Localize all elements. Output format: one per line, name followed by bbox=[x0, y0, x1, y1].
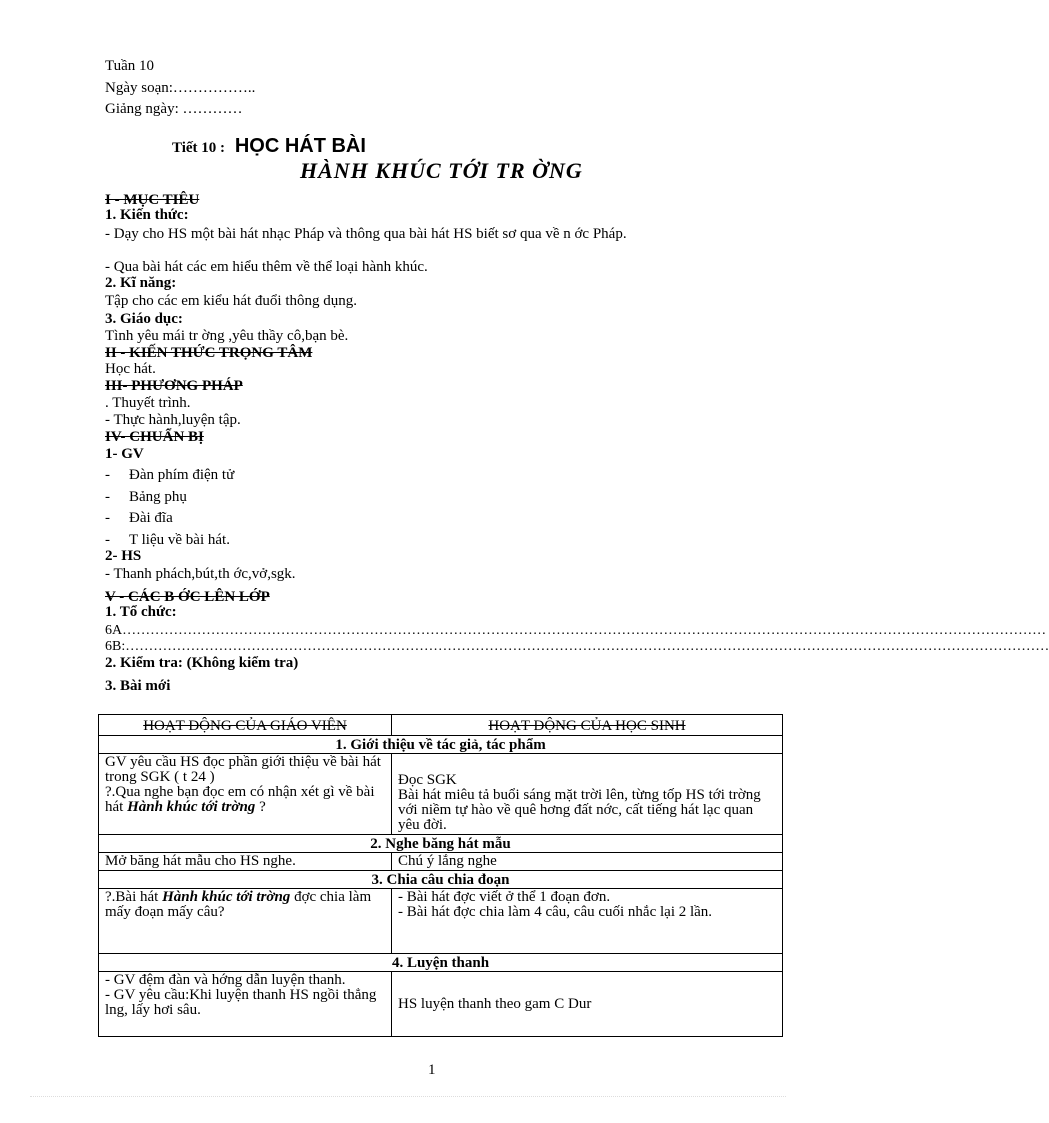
lesson-number: Tiết 10 : bbox=[172, 140, 226, 156]
section-1-student-text-1: Đọc SGK bbox=[398, 772, 457, 788]
new-lesson-heading: 3. Bài mới bbox=[105, 678, 171, 694]
section-2-title: 2. Nghe băng hát mẫu bbox=[99, 835, 783, 853]
section-4-teacher bbox=[99, 972, 392, 1037]
knowledge-item-1: - Dạy cho HS một bài hát nhạc Pháp và thông qua bài hát HS biết sơ qua về n ớc Pháp. bbox=[105, 226, 627, 242]
section-3-student-text-1: - Bài hát đợc viết ở thể 1 đoạn đơn. bbox=[398, 889, 611, 905]
gv-item-4: - T liệu về bài hát. bbox=[105, 532, 230, 548]
focus-item: Học hát. bbox=[105, 361, 156, 377]
methods-item-2: - Thực hành,luyện tập. bbox=[105, 412, 241, 428]
prep-date: Ngày soạn:…………….. bbox=[105, 80, 256, 96]
preparation-heading: IV- CHUẨN BỊ bbox=[105, 429, 204, 445]
table-row bbox=[99, 853, 783, 871]
section-row bbox=[99, 871, 783, 889]
section-1-teacher-text-1: GV yêu cầu HS đọc phần giới thiệu về bài hát trong SGK ( t 24 ) bbox=[105, 754, 381, 785]
gv-heading: 1- GV bbox=[105, 446, 144, 462]
section-2-teacher: Mở băng hát mẫu cho HS nghe. bbox=[99, 853, 392, 871]
knowledge-item-2: - Qua bài hát các em hiểu thêm về thể loại hành khúc. bbox=[105, 259, 428, 275]
header-student: HOẠT ĐỘNG CỦA HỌC SINH bbox=[392, 715, 783, 736]
organization-heading: 1. Tổ chức: bbox=[105, 604, 177, 620]
section-3-title: 3. Chia câu chia đoạn bbox=[99, 871, 783, 889]
section-3-teacher: ?.Bài hát Hành khúc tới trờng đợc chia làm mấy đoạn mấy câu? bbox=[99, 889, 392, 954]
attitude-item: Tình yêu mái tr ờng ,yêu thầy cô,bạn bè. bbox=[105, 328, 349, 344]
section-3-student bbox=[392, 889, 783, 954]
methods-item-1: . Thuyết trình. bbox=[105, 395, 191, 411]
section-4-student: HS luyện thanh theo gam C Dur bbox=[392, 972, 783, 1037]
table-header-row bbox=[99, 715, 783, 736]
song-title: HÀNH KHÚC TỚI TR ỜNG bbox=[300, 158, 583, 183]
header-teacher: HOẠT ĐỘNG CỦA GIÁO VIÊN bbox=[99, 715, 392, 736]
objectives-heading: I - MỤC TIÊU bbox=[105, 192, 200, 208]
lesson-main-title: HỌC HÁT BÀI bbox=[234, 135, 366, 157]
skill-heading: 2. Kĩ năng: bbox=[105, 275, 177, 291]
section-2-student: Chú ý lắng nghe bbox=[392, 853, 783, 871]
section-row bbox=[99, 736, 783, 754]
procedure-heading: V - CÁC B ỚC LÊN LỚP bbox=[105, 589, 270, 605]
page-bottom-divider bbox=[30, 1096, 786, 1097]
teach-date: Giảng ngày: ………… bbox=[105, 101, 243, 117]
table-row bbox=[99, 754, 783, 835]
lesson-title bbox=[172, 135, 366, 158]
page-number: 1 bbox=[428, 1062, 436, 1078]
activity-table bbox=[98, 714, 783, 1037]
section-1-title: 1. Giới thiệu về tác giả, tác phẩm bbox=[99, 736, 783, 754]
section-row bbox=[99, 954, 783, 972]
section-row bbox=[99, 835, 783, 853]
knowledge-heading: 1. Kiến thức: bbox=[105, 207, 189, 223]
section-1-student-text-2: Bài hát miêu tả buổi sáng mặt trời lên, từng tốp HS tới trờng với niềm tự hào về quê hơng đất nớc, cất tiếng hát lạc quan yêu đời. bbox=[398, 787, 761, 833]
class-6b-line: 6B:……………………………………………………………………………………………………………………………………………………………………………… bbox=[105, 639, 1049, 654]
focus-heading: II - KIẾN THỨC TRỌNG TÂM bbox=[105, 345, 313, 361]
attitude-heading: 3. Giáo dục: bbox=[105, 311, 183, 327]
table-row bbox=[99, 889, 783, 954]
class-6a-line: 6A……………………………………………………………………………………………………………………………………………………………………………… bbox=[105, 623, 1047, 638]
section-4-teacher-text-2: - GV yêu cầu:Khi luyện thanh HS ngồi thẳng lng, lấy hơi sâu. bbox=[105, 987, 377, 1018]
table-row bbox=[99, 972, 783, 1037]
gv-item-3: - Đài đĩa bbox=[105, 510, 173, 526]
gv-item-2: - Bảng phụ bbox=[105, 489, 187, 505]
gv-item-1: - Đàn phím điện tử bbox=[105, 467, 235, 483]
section-3-student-text-2: - Bài hát đợc chia làm 4 câu, câu cuối nhắc lại 2 lần. bbox=[398, 904, 713, 920]
hs-item: - Thanh phách,bút,th ớc,vở,sgk. bbox=[105, 566, 296, 582]
section-1-teacher bbox=[99, 754, 392, 835]
methods-heading: III- PHƯƠNG PHÁP bbox=[105, 378, 243, 394]
skill-item: Tập cho các em kiểu hát đuổi thông dụng. bbox=[105, 293, 358, 309]
section-4-teacher-text-1: - GV đệm đàn và hớng dẫn luyện thanh. bbox=[105, 972, 346, 988]
hs-heading: 2- HS bbox=[105, 548, 142, 564]
section-1-teacher-text-2: ?.Qua nghe bạn đọc em có nhận xét gì về bài hát Hành khúc tới trờng ? bbox=[105, 784, 375, 815]
week-label: Tuần 10 bbox=[105, 58, 155, 74]
check-heading: 2. Kiểm tra: (Không kiểm tra) bbox=[105, 655, 299, 671]
section-4-title: 4. Luyện thanh bbox=[99, 954, 783, 972]
section-1-student bbox=[392, 754, 783, 835]
